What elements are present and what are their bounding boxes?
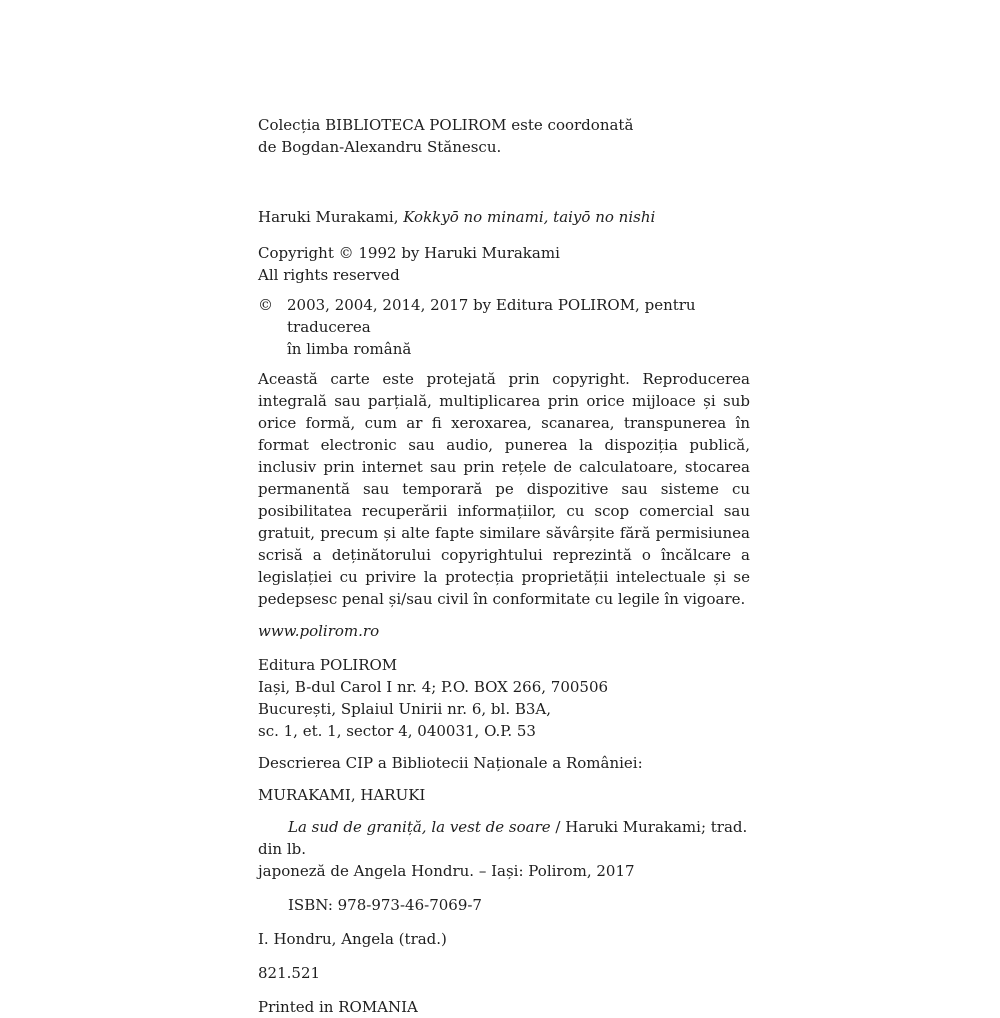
legal-notice-paragraph: Această carte este protejată prin copyright. Reproducerea integrală sau parțială, multiplicarea prin orice mijloace și sub orice formă, cum ar fi xeroxarea, scanarea, transpunerea în format electronic sau audio, punerea la dispoziția publică, inclusiv prin internet sau prin rețele de calculatoare, stocarea permanentă sau temporară pe dispozitive sau sisteme cu posibilitatea recuperării informațiilor, cu scop comercial sau gratuit, precum și alte fapte similare săvârșite fără permisiunea scrisă a deținătorului copyrightului reprezintă o încălcare a legislației cu privire la protecția proprietății intelectuale și se pedepsesc penal și/sau civil în conformitate cu legile în vigoare. [258, 370, 750, 608]
collection-note-line2: de Bogdan-Alexandru Stănescu. [258, 138, 502, 156]
copyright-translation-text [287, 294, 750, 360]
cip-title-line1 [258, 816, 750, 860]
original-title-author: Haruki Murakami, [258, 208, 404, 226]
copyright-symbol: © [258, 296, 273, 314]
cip-title-credits: / Haruki Murakami; trad. din lb. [258, 818, 748, 858]
publisher-address-bucuresti-2: sc. 1, et. 1, sector 4, 040031, O.P. 53 [258, 722, 536, 740]
copyright-original-line2: All rights reserved [258, 266, 400, 284]
original-title-japanese: Kokkyō no minami, taiyō no nishi [403, 208, 656, 226]
cip-isbn: ISBN: 978-973-46-7069-7 [288, 896, 482, 914]
cip-udc-number: 821.521 [258, 964, 321, 982]
cip-author: MURAKAMI, HARUKI [258, 786, 426, 804]
publisher-name: Editura POLIROM [258, 656, 398, 674]
printed-in-note: Printed in ROMANIA [258, 998, 418, 1016]
cip-title-romanian: La sud de graniță, la vest de soare [288, 818, 551, 836]
copyright-original-line1: Copyright © 1992 by Haruki Murakami [258, 244, 560, 262]
publisher-address [258, 654, 750, 742]
cip-translator: I. Hondru, Angela (trad.) [258, 930, 447, 948]
original-title-line [258, 206, 750, 228]
copyright-original [258, 242, 750, 286]
cip-heading: Descrierea CIP a Bibliotecii Naționale a României: [258, 754, 643, 772]
collection-note [258, 114, 750, 158]
collection-note-line1: Colecția BIBLIOTECA POLIROM este coordonată [258, 116, 634, 134]
cip-title-line2: japoneză de Angela Hondru. – Iași: Polirom, 2017 [258, 862, 635, 880]
publisher-website: www.polirom.ro [258, 622, 380, 640]
page-content [258, 114, 750, 1018]
publisher-address-iasi: Iași, B-dul Carol I nr. 4; P.O. BOX 266, 700506 [258, 678, 609, 696]
copyright-translation [258, 294, 750, 360]
copyright-translation-line1: 2003, 2004, 2014, 2017 by Editura POLIROM, pentru traducerea [287, 296, 696, 336]
copyright-translation-line2: în limba română [287, 340, 412, 358]
cip-title-entry [258, 816, 750, 882]
publisher-address-bucuresti-1: București, Splaiul Unirii nr. 6, bl. B3A, [258, 700, 552, 718]
